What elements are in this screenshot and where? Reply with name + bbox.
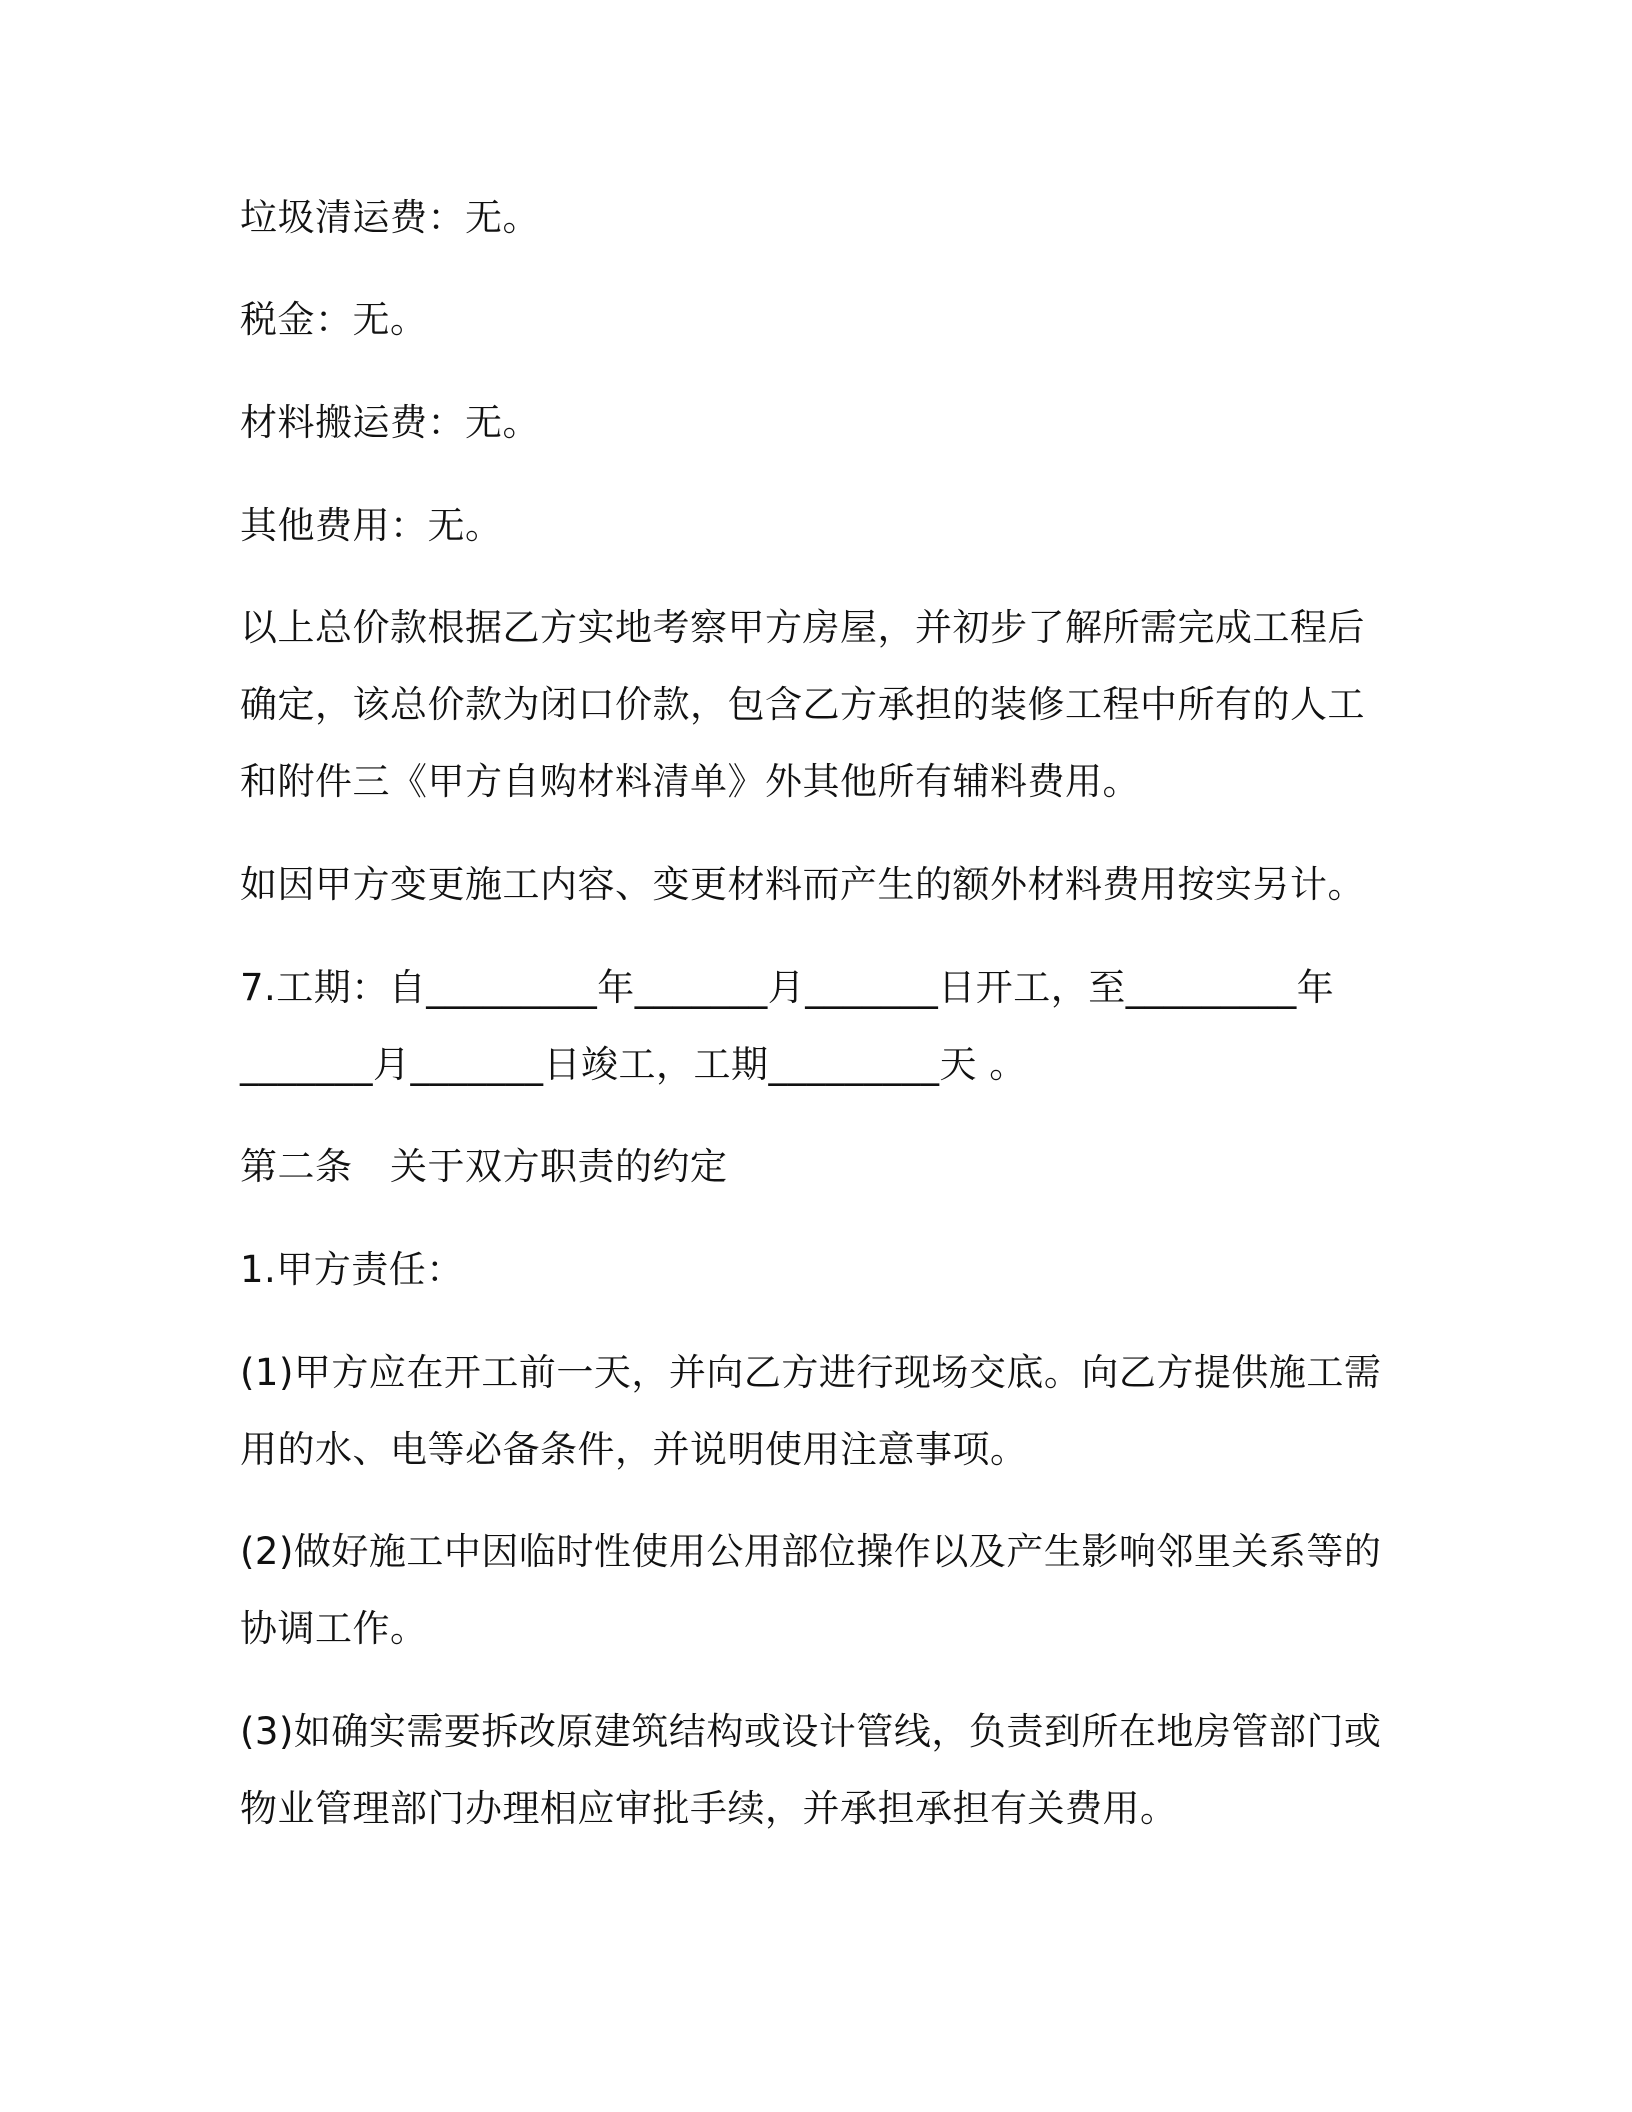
fee-other: 其他费用：无。: [240, 504, 503, 547]
item-3-line-2: 物业管理部门办理相应审批手续，并承担承担有关费用。: [240, 1787, 1178, 1830]
item-2-line-2: 协调工作。: [240, 1607, 428, 1650]
total-price-paragraph-line-3: 和附件三《甲方自购材料清单》外其他所有辅料费用。: [240, 760, 1140, 803]
construction-period-line-1: 7.工期：自_________年_______月_______日开工，至_________年: [240, 966, 1335, 1009]
item-1-line-2: 用的水、电等必备条件，并说明使用注意事项。: [240, 1428, 1028, 1471]
total-price-paragraph-line-2: 确定，该总价款为闭口价款，包含乙方承担的装修工程中所有的人工: [240, 683, 1365, 726]
extra-cost-paragraph: 如因甲方变更施工内容、变更材料而产生的额外材料费用按实另计。: [240, 863, 1365, 906]
item-1-line-1: (1)甲方应在开工前一天，并向乙方进行现场交底。向乙方提供施工需: [240, 1351, 1382, 1394]
article-two-heading: 第二条 关于双方职责的约定: [240, 1145, 728, 1188]
fee-material-transport: 材料搬运费：无。: [240, 401, 540, 444]
party-a-responsibility-heading: 1.甲方责任：: [240, 1248, 464, 1291]
total-price-paragraph-line-1: 以上总价款根据乙方实地考察甲方房屋，并初步了解所需完成工程后: [240, 606, 1365, 649]
fee-tax: 税金：无。: [240, 298, 428, 341]
construction-period-line-2: _______月_______日竣工，工期_________天 。: [240, 1043, 1027, 1086]
item-3-line-1: (3)如确实需要拆改原建筑结构或设计管线，负责到所在地房管部门或: [240, 1710, 1382, 1753]
item-2-line-1: (2)做好施工中因临时性使用公用部位操作以及产生影响邻里关系等的: [240, 1530, 1382, 1573]
fee-garbage-removal: 垃圾清运费：无。: [240, 196, 540, 239]
